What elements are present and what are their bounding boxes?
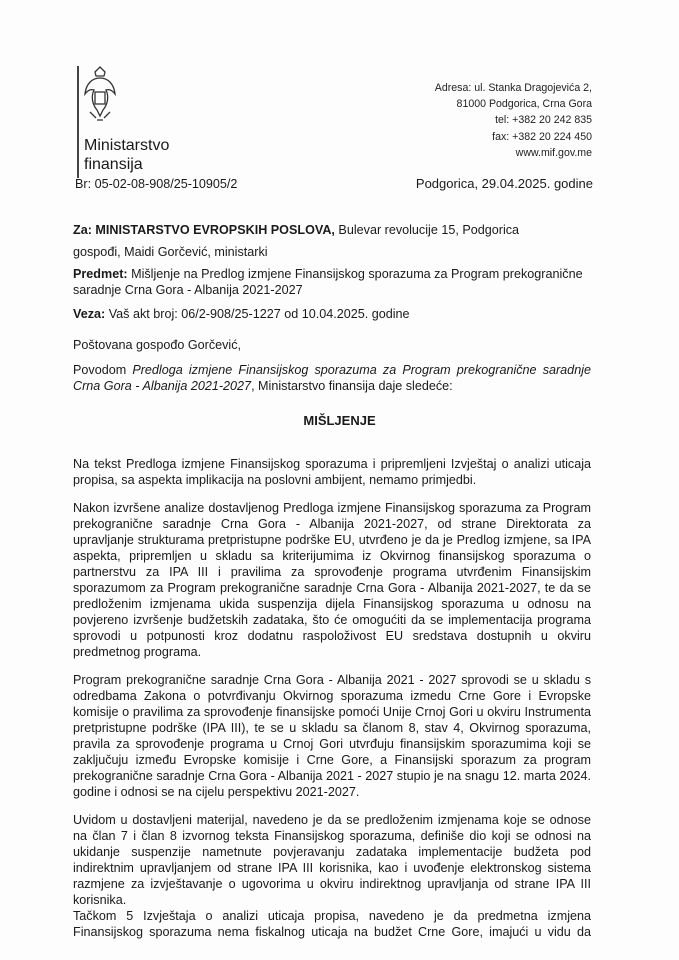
opinion-heading: MIŠLJENJE xyxy=(303,413,376,428)
recipient-address: Bulevar revolucije 15, Podgorica xyxy=(334,223,520,237)
paragraph-line: indirektnim upravljanjem od strane IPA III korisnika, kao i uvođenje elektronskog sistema xyxy=(73,861,591,875)
paragraph-line: korisnika. xyxy=(73,893,127,907)
body-paragraph-3 xyxy=(73,672,591,800)
body-paragraph-1 xyxy=(73,456,591,488)
paragraph-line: ukidanje suspenzije nametnute povjeravanju zadataka implementacije budžeta pod xyxy=(73,845,591,859)
recipient-name: MINISTARSTVO EVROPSKIH POSLOVA, xyxy=(95,223,335,237)
body-paragraph-2 xyxy=(73,500,591,660)
phone-number: tel: +382 20 242 835 xyxy=(495,114,592,127)
paragraph-line: Finansijskog sporazuma nema fiskalnog uticaja na budžet Crne Gore, imajući u vidu da xyxy=(73,925,591,939)
intro-prefix: Povodom xyxy=(73,363,133,377)
reference-line xyxy=(73,306,410,322)
paragraph-line: Tačkom 5 Izvještaja o analizi uticaja propisa, navedeno je da predmetna izmjena xyxy=(73,909,591,923)
recipient-line xyxy=(73,222,519,238)
intro-italic-2: Crna Gora - Albanija 2021-2027 xyxy=(73,379,252,394)
paragraph-line: propisa, sa aspekta implikacija na poslovni ambijent, nemamo primjedbi. xyxy=(73,473,477,487)
paragraph-line: predloženim izmjenama ukida suspenzija dijela Finansijskog sporazuma u odnosu na xyxy=(73,597,591,611)
paragraph-line: na član 7 i član 8 izvornog teksta Finansijskog sporazuma, definiše dio koji se odnosi na xyxy=(73,829,591,843)
paragraph-line: odredbama Zakona o potvrđivanju Okvirnog sporazuma izmedu Crne Gore i Evropske xyxy=(73,689,591,703)
reference-text: Vaš akt broj: 06/2-908/25-1227 od 10.04.2025. godine xyxy=(105,307,410,321)
address-city: 81000 Podgorica, Crna Gora xyxy=(456,98,592,111)
paragraph-line: pretpristupne podrške (IPA III), te se u skladu sa članom 8, stav 4, Okvirnog sporazuma, xyxy=(73,721,591,735)
paragraph-line: komisije o pravilima za sprovođenje finansijske pomoći Unije Crnoj Gori u okviru Instrumenta xyxy=(73,705,591,719)
paragraph-line: sporazumom za Program prekogranične saradnje Crna Gora - Albanija 2021-2027, te da se xyxy=(73,581,591,595)
website-link[interactable]: www.mif.gov.me xyxy=(515,146,592,159)
paragraph-line: aspekta, pripremljen u skladu sa kriterijumima iz Okvirnog finansijskog sporazuma o xyxy=(73,549,591,563)
paragraph-line: Nakon izvršene analize dostavljenog Predloga izmjene Finansijskog sporazuma za Program xyxy=(73,501,591,515)
subject-label: Predmet: xyxy=(73,267,128,281)
paragraph-line: partnerstvu za IPA III i pravilima za sprovođenje programa utvrđenim Finansijskim xyxy=(73,565,591,579)
recipient-label: Za: xyxy=(73,223,92,237)
letterhead-divider xyxy=(77,66,79,178)
intro-suffix: , Ministarstvo finansija daje sledeće: xyxy=(251,379,453,394)
recipient-person: gospođi, Maidi Gorčević, ministarki xyxy=(73,245,268,259)
letter-body xyxy=(73,456,591,940)
paragraph-line: Na tekst Predloga izmjene Finansijskog sporazuma i pripremljeni Izvještaj o analizi uticaja xyxy=(73,457,591,471)
ministry-name xyxy=(84,136,169,174)
paragraph-line: upravljanje strukturama pretpristupne podrške EU, utvrđeno je da je Predlog izmjene, sa IPA xyxy=(73,533,591,547)
reference-number: Br: 05-02-08-908/25-10905/2 xyxy=(75,177,238,191)
subject-text-1: Mišljenje na Predlog izmjene Finansijskog sporazuma za Program prekogranične xyxy=(127,267,583,281)
subject-line xyxy=(73,266,583,282)
reference-label: Veza: xyxy=(73,307,106,321)
ministry-name-line1: Ministarstvo xyxy=(84,137,170,154)
paragraph-line: zaključuju između Evropske komisije i Crne Gore, a Finansijski sporazum za program xyxy=(73,753,591,767)
paragraph-line: pravila za sprovođenje programa u Crnoj Gori utvrđuju finansijskim sporazumima koji se xyxy=(73,737,591,751)
intro-paragraph xyxy=(73,362,591,395)
salutation: Poštovana gospođo Gorčević, xyxy=(73,338,242,352)
paragraph-line: prekogranične saradnje Crna Gora - Albanija 2021-2027, od strane Direktorata za xyxy=(73,517,591,531)
paragraph-line: predmetnog programa. xyxy=(73,645,202,659)
place-date: Podgorica, 29.04.2025. godine xyxy=(415,176,593,191)
paragraph-line: sprovodi u potpunosti kroz dodatnu raspoloživost EU sredstava dostupnih u okviru xyxy=(73,629,591,643)
paragraph-line: godine i odnosi se na cijelu perspektivu 2021-2027. xyxy=(73,785,360,799)
paragraph-line: povjereno izvršenje budžetskih zadataka, što će omogućiti da se implementacija programa xyxy=(73,613,591,627)
paragraph-line: razmjene za izvještavanje o ugovorima u okviru indirektnog upravljanja od strane IPA III xyxy=(73,877,591,891)
paragraph-line: Program prekogranične saradnje Crna Gora - Albanija 2021 - 2027 sprovodi se u skladu s xyxy=(73,673,591,687)
fax-number: fax: +382 20 224 450 xyxy=(492,130,592,143)
subject-text-2: saradnje Crna Gora - Albanija 2021-2027 xyxy=(73,283,303,297)
paragraph-line: prekogranične saradnje Crna Gora - Albanija 2021 - 2027 stupio je na snagu 12. marta 2024. xyxy=(73,769,591,783)
ministry-name-line2: finansija xyxy=(84,156,143,173)
address-street: Adresa: ul. Stanka Dragojevića 2, xyxy=(434,82,592,94)
body-paragraph-5 xyxy=(73,908,591,940)
body-paragraph-4 xyxy=(73,812,591,908)
coat-of-arms-icon xyxy=(82,66,118,124)
intro-italic-1: Predloga izmjene Finansijskog sporazuma za Program prekogranične saradnje xyxy=(132,363,591,377)
paragraph-line: Uvidom u dostavljeni materijal, navedeno je da se predloženim izmjenama koje se odnose xyxy=(73,813,591,827)
contact-address-block xyxy=(435,80,592,161)
